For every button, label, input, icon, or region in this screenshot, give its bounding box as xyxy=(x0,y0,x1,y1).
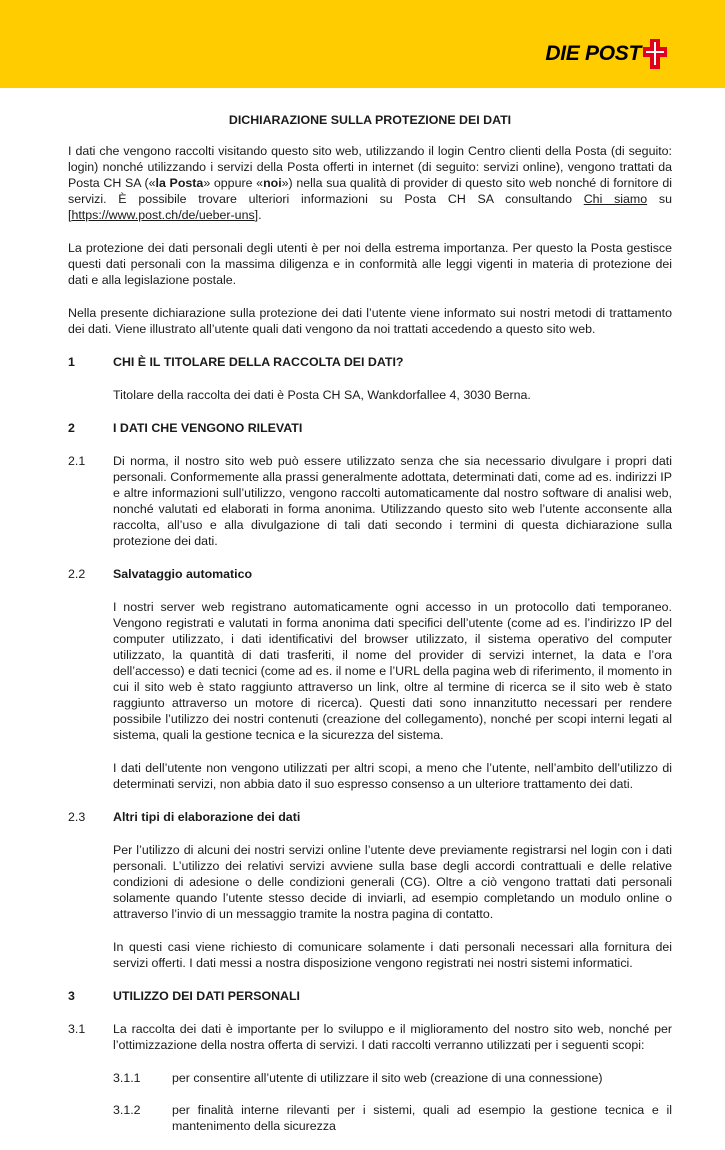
section-number: 1 xyxy=(68,355,75,369)
logo-text: DIE POST xyxy=(545,42,641,65)
section-1-text: Titolare della raccolta dei dati è Posta CH SA, Wankdorfallee 4, 3030 Berna. xyxy=(113,388,531,402)
item-text: per consentire all’utente di utilizzare il sito web (creazione di una connessione) xyxy=(172,1071,603,1085)
header-bar xyxy=(0,0,725,88)
section-2-2-paragraph-2: I dati dell’utente non vengono utilizzati per altri scopi, a meno che l’utente, nell’ambito dell’utilizzo di determinati servizi, non abbia dato il suo espresso consenso a un ulteriore trattamento dei dati. xyxy=(113,761,672,791)
section-number: 2.1 xyxy=(68,454,86,468)
section-number: 3.1 xyxy=(68,1022,86,1036)
section-3-1-text: La raccolta dei dati è importante per lo sviluppo e il miglioramento del nostro sito web, nonché per l’ottimizzazione della nostra offerta di servizi. I dati raccolti verranno utilizzati per i seguenti scopi: xyxy=(113,1022,672,1052)
section-2-3-paragraph-2: In questi casi viene richiesto di comunicare solamente i dati personali necessari alla fornitura dei servizi offerti. I dati messi a nostra disposizione vengono registrati nei nostri sistemi informatici. xyxy=(113,940,672,970)
section-title: CHI È IL TITOLARE DELLA RACCOLTA DEI DATI? xyxy=(113,355,404,369)
section-2-3-paragraph-1: Per l’utilizzo di alcuni dei nostri servizi online l’utente deve previamente registrarsi nel login con i dati personali. L’utilizzo dei relativi servizi avviene sulla base degli accordi contrattuali e delle relative condizioni di adesione o delle condizioni generali (CG). Oltre a ciò vengono trattati dati personali solamente quando l’utente stesso decide di inviarli, ad esempio completando un modulo online o attraverso l’invio di un messaggio tramite la nostra pagina di contatto. xyxy=(113,843,672,921)
item-number: 3.1.2 xyxy=(113,1103,141,1117)
chi-siamo-link[interactable]: Chi siamo xyxy=(583,192,648,206)
swiss-cross-icon xyxy=(643,39,667,69)
section-3-heading xyxy=(68,988,672,1004)
list-item xyxy=(113,1102,672,1134)
document-body xyxy=(68,112,672,1150)
section-number: 3 xyxy=(68,989,75,1003)
intro-text: » oppure « xyxy=(203,176,264,190)
item-number: 3.1.1 xyxy=(113,1071,141,1085)
section-2-3-heading xyxy=(68,809,672,825)
section-3-1 xyxy=(68,1021,672,1053)
item-text: per finalità interne rilevanti per i sistemi, quali ad esempio la gestione tecnica e il mantenimento della sicurezza xyxy=(172,1103,672,1133)
intro-text: I dati che vengono raccolti visitando questo sito web, utilizzando il login Centro clienti della Posta (di seguito: login) nonché utilizzando i servizi della Posta offerti in internet (di seguito: servizi online), vengono trattati da Posta CH SA (« xyxy=(68,144,672,190)
section-2-2-heading xyxy=(68,566,672,582)
intro-text: ») nella sua qualità di provider di questo sito web nonché di fornitore di servizi. È possibile trovare ulteriori informazioni su Posta CH SA consultando xyxy=(68,176,672,206)
section-2-1 xyxy=(68,453,672,549)
section-number: 2.3 xyxy=(68,810,86,824)
ueber-uns-link[interactable]: https://www.post.ch/de/ueber-uns xyxy=(71,208,255,222)
die-post-logo[interactable] xyxy=(545,38,667,70)
section-title: UTILIZZO DEI DATI PERSONALI xyxy=(113,989,301,1003)
section-2-2-paragraph-1: I nostri server web registrano automaticamente ogni accesso in un protocollo dati temporaneo. Vengono registrati e valutati in forma anonima dati specifici dell’utente (come ad es. l’indirizzo IP del computer utilizzato, i dati identificativi del browser utilizzato, il sistema operativo del computer utilizzato, la quantità di dati trasferiti, il nome del provider di servizi internet, la data e l’ora dell’accesso) e dati tecnici (come ad es. il nome e l’URL della pagina web di riferimento, il momento in cui il sito web è stato raggiunto attraverso un link, oltre al termine di ricerca se il sito web è stato raggiunto attraverso un motore di ricerca). Questi dati sono innanzitutto necessari per rendere possibile l’utilizzo dei nostri contenuti (creazione del collegamento), nonché per scopi interni legati al sistema, quali la gestione tecnica e la sicurezza del sistema. xyxy=(113,600,672,742)
section-title: Altri tipi di elaborazione dei dati xyxy=(113,810,301,824)
section-title: Salvataggio automatico xyxy=(113,567,253,581)
section-2-1-text: Di norma, il nostro sito web può essere utilizzato senza che sia necessario divulgare i propri dati personali. Conformemente alla prassi generalmente adottata, determinati dati, come ad es. indirizzi IP e altre informazioni sull’utilizzo, vengono raccolti automaticamente dal nostro software di analisi web, nonché valutati ed elaborati in forma anonima. Utilizzando questo sito web l’utente acconsente alla raccolta, all’uso e alla divulgazione di tali dati secondo i termini di questa dichiarazione sulla protezione dei dati. xyxy=(113,454,672,548)
section-title: I DATI CHE VENGONO RILEVATI xyxy=(113,421,303,435)
intro-paragraph-3: Nella presente dichiarazione sulla protezione dei dati l’utente viene informato sui nostri metodi di trattamento dei dati. Viene illustrato all’utente quali dati vengono da noi trattati accedendo a questo sito web. xyxy=(68,306,672,336)
intro-text: ]. xyxy=(254,208,262,222)
section-number: 2.2 xyxy=(68,567,86,581)
intro-bold-noi: noi xyxy=(263,176,282,190)
section-2-heading xyxy=(68,420,672,436)
section-1-heading xyxy=(68,354,672,370)
document-title: DICHIARAZIONE SULLA PROTEZIONE DEI DATI xyxy=(228,113,512,127)
intro-paragraph-1 xyxy=(68,143,672,223)
list-item xyxy=(113,1070,672,1086)
intro-paragraph-2: La protezione dei dati personali degli utenti è per noi della estrema importanza. Per questo la Posta gestisce questi dati personali con la massima diligenza e in conformità alle leggi vigenti in materia di protezione dei dati e alla legislazione postale. xyxy=(68,241,672,287)
intro-text: su [ xyxy=(68,192,672,222)
intro-bold-la-posta: la Posta xyxy=(155,176,204,190)
section-number: 2 xyxy=(68,421,75,435)
